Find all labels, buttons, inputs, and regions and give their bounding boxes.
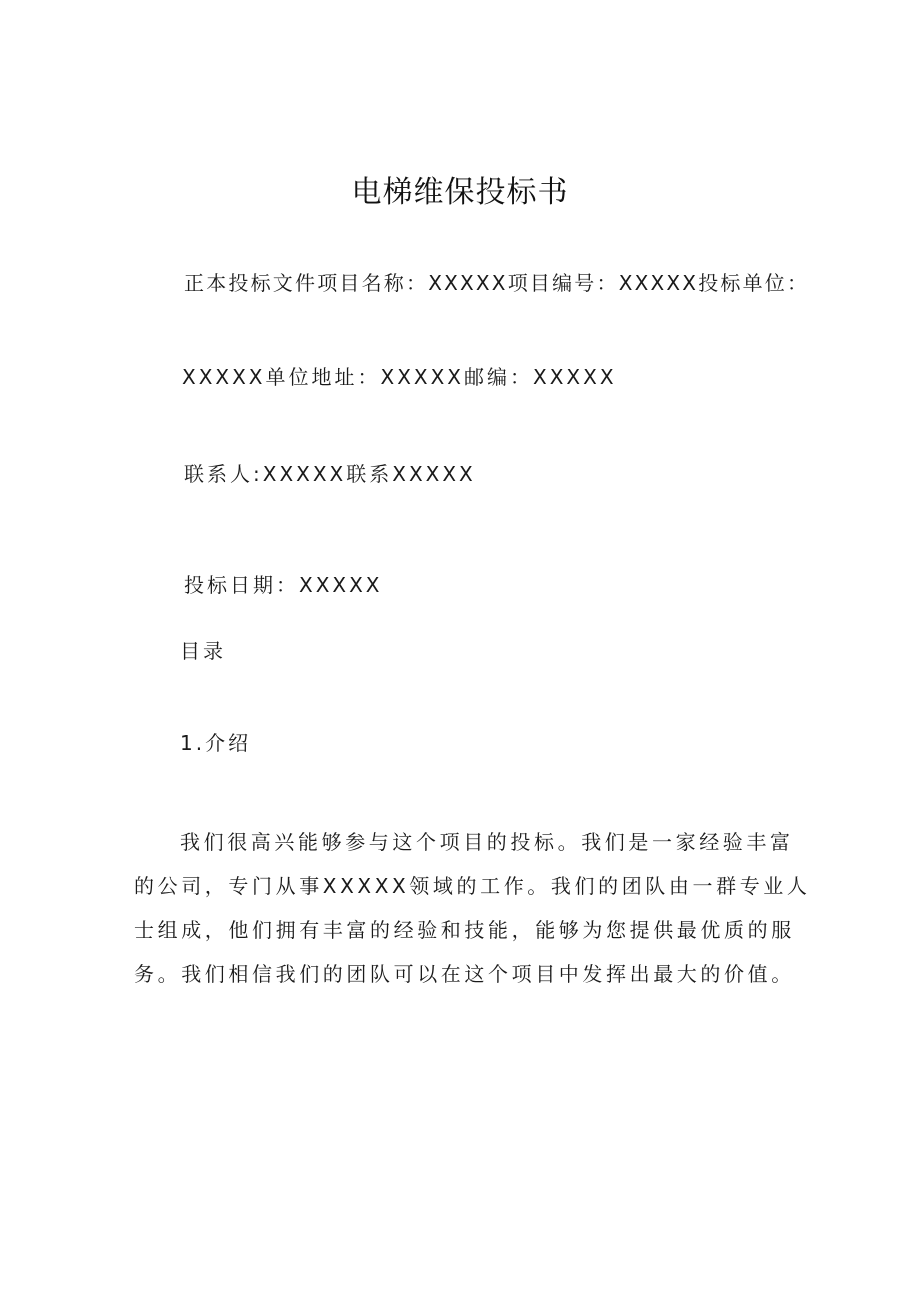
section-heading-introduction: 1.介绍	[180, 731, 252, 755]
paragraph-line: 我们很高兴能够参与这个项目的投标。我们是一家经验丰富	[180, 830, 794, 854]
paragraph-line: 务。我们相信我们的团队可以在这个项目中发挥出最大的价值。	[134, 962, 795, 986]
introduction-paragraph	[134, 820, 811, 996]
document-title: 电梯维保投标书	[351, 175, 569, 210]
bid-date-line: 投标日期：XXXXX	[184, 573, 383, 597]
paragraph-line: 士组成，他们拥有丰富的经验和技能，能够为您提供最优质的服	[134, 918, 795, 942]
paragraph-line: 的公司，专门从事XXXXX领域的工作。我们的团队由一群专业人	[134, 874, 811, 898]
table-of-contents-heading: 目录	[180, 639, 226, 663]
address-line: XXXXX单位地址：XXXXX邮编：XXXXX	[182, 365, 617, 389]
project-info-line: 正本投标文件项目名称：XXXXX项目编号：XXXXX投标单位：	[184, 271, 810, 295]
contact-line: 联系人:XXXXX联系XXXXX	[184, 462, 476, 486]
